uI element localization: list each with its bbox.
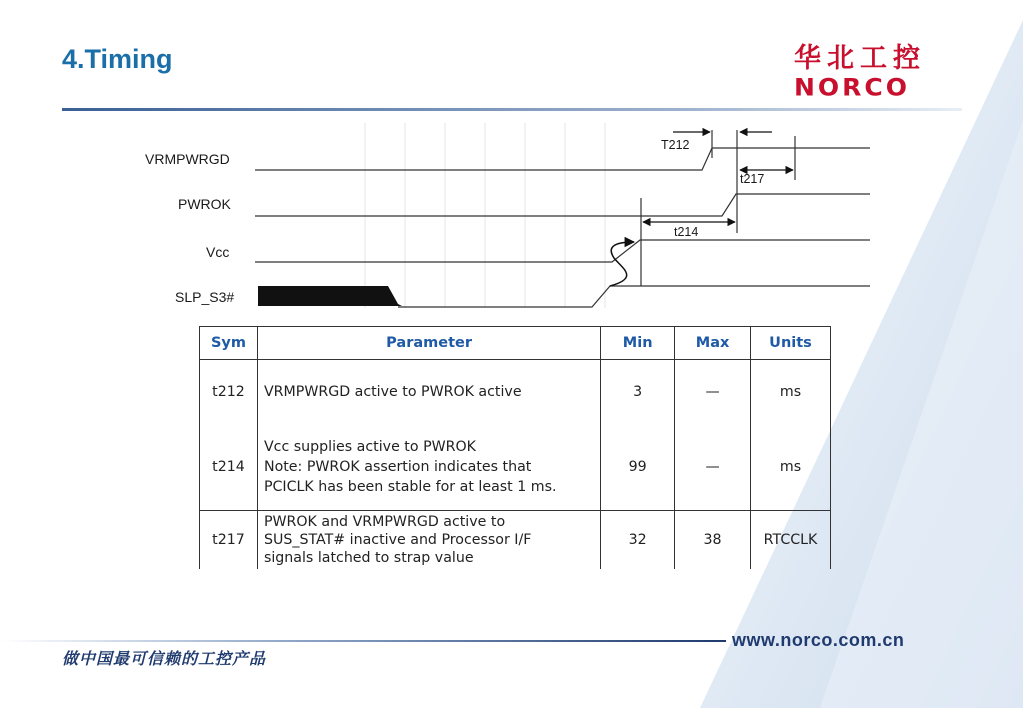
waveform-vcc — [255, 240, 870, 262]
cell-parameter — [257, 360, 600, 425]
signal-label-vcc: Vcc — [206, 244, 230, 260]
table-row — [200, 360, 831, 425]
signal-label-vrmpwrgd: VRMPWRGD — [145, 151, 230, 167]
parameter-note-line: PCICLK has been stable for at least 1 ms. — [263, 479, 557, 495]
cell-sym: t217 — [200, 511, 258, 570]
cell-sym: t212 — [200, 360, 258, 425]
parameter-line: SUS_STAT# inactive and Processor I/F — [263, 532, 532, 548]
column-header-sym: Sym — [200, 327, 258, 360]
cell-sym: t214 — [200, 424, 258, 511]
cell-parameter — [257, 424, 600, 511]
table-row — [200, 511, 831, 570]
column-header-min: Min — [601, 327, 675, 360]
footer-divider — [0, 640, 726, 642]
parameter-line: Vcc supplies active to PWROK — [263, 439, 476, 455]
norco-logo — [794, 44, 962, 102]
table-row — [200, 424, 831, 511]
title-divider — [62, 108, 962, 111]
parameter-line: signals latched to strap value — [263, 550, 474, 566]
cell-units: ms — [751, 360, 831, 425]
parameter-note-line: Note: PWROK assertion indicates that — [263, 459, 532, 475]
cell-parameter — [257, 511, 600, 570]
cell-max: — — [675, 424, 751, 511]
waveform-slp-s3-toggle — [258, 286, 402, 306]
t217-label: t217 — [740, 172, 765, 186]
cell-units: ms — [751, 424, 831, 511]
cell-units: RTCCLK — [751, 511, 831, 570]
column-header-parameter: Parameter — [257, 327, 600, 360]
footer-website: www.norco.com.cn — [732, 630, 905, 650]
column-header-units: Units — [751, 327, 831, 360]
page-title: 4.Timing — [62, 44, 173, 74]
column-header-max: Max — [675, 327, 751, 360]
logo-chinese-text: 华北工控 — [794, 43, 926, 74]
signal-label-slp-s3: SLP_S3# — [175, 289, 235, 305]
cell-max: 38 — [675, 511, 751, 570]
table-header-row — [200, 327, 831, 360]
logo-english-text: NORCO — [794, 73, 911, 102]
t212-label: T212 — [661, 138, 690, 152]
cell-max: — — [675, 360, 751, 425]
dependency-arrow — [610, 242, 634, 286]
t214-label: t214 — [674, 225, 699, 239]
parameter-line: PWROK and VRMPWRGD active to — [263, 514, 506, 530]
waveform-slp-s3 — [398, 286, 870, 307]
timing-diagram — [140, 118, 880, 318]
footer-slogan: 做中国最可信赖的工控产品 — [62, 649, 267, 668]
cell-min: 99 — [601, 424, 675, 511]
timing-spec-table — [199, 326, 831, 569]
cell-min: 3 — [601, 360, 675, 425]
waveform-pwrok — [255, 194, 870, 216]
parameter-line: VRMPWRGD active to PWROK active — [263, 384, 522, 400]
signal-label-pwrok: PWROK — [178, 196, 231, 212]
waveform-vrmpwrgd — [255, 148, 870, 170]
cell-min: 32 — [601, 511, 675, 570]
timing-markers — [641, 130, 795, 286]
